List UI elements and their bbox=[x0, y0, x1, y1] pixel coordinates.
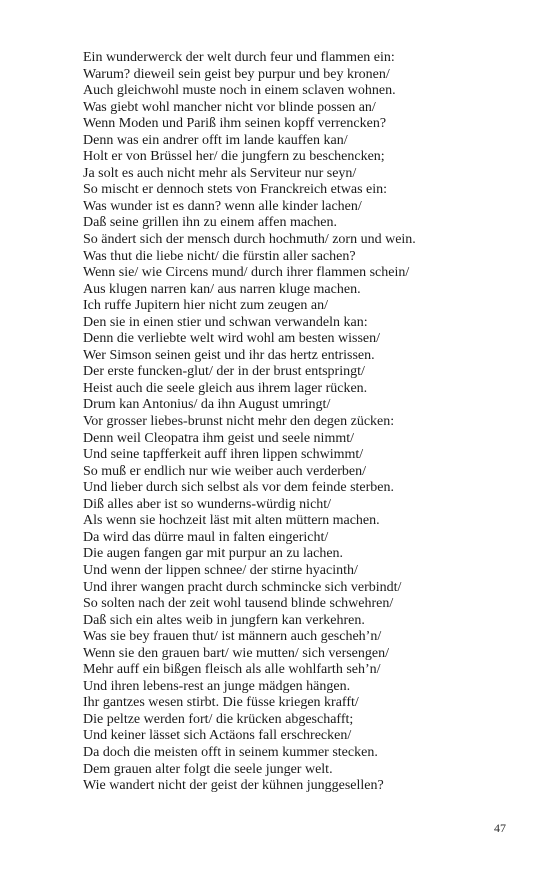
poem-line: Die augen fangen gar mit purpur an zu lachen. bbox=[83, 546, 344, 562]
poem-line: Und lieber durch sich selbst als vor dem feinde sterben. bbox=[83, 480, 395, 496]
poem-line: So mischt er dennoch stets von Franckreich etwas ein: bbox=[83, 182, 388, 198]
poem-line: So solten nach der zeit wohl tausend blinde schwehren/ bbox=[83, 596, 394, 612]
poem-line: Als wenn sie hochzeit läst mit alten müttern machen. bbox=[83, 513, 380, 529]
poem-line: Was thut die liebe nicht/ die fürstin aller sachen? bbox=[83, 248, 356, 264]
poem-line: Dem grauen alter folgt die seele junger welt. bbox=[83, 761, 333, 777]
poem-line: Der erste funcken-glut/ der in der brust entspringt/ bbox=[83, 364, 365, 380]
poem-line: So ändert sich der mensch durch hochmuth/ zorn und wein. bbox=[83, 232, 416, 248]
poem-line: Holt er von Brüssel her/ die jungfern zu beschencken; bbox=[83, 149, 385, 165]
poem-line: Und seine tapfferkeit auff ihren lippen schwimmt/ bbox=[83, 447, 364, 463]
poem-line: Und keiner lässet sich Actäons fall erschrecken/ bbox=[83, 728, 352, 744]
poem-line: Wie wandert nicht der geist der kühnen junggesellen? bbox=[83, 778, 384, 794]
poem-line: Wenn Moden und Pariß ihm seinen kopff verrencken? bbox=[83, 116, 387, 132]
poem-line: Da doch die meisten offt in seinem kummer stecken. bbox=[83, 744, 378, 760]
poem-line: Denn die verliebte welt wird wohl am besten wissen/ bbox=[83, 331, 381, 347]
poem-line: Ein wunderwerck der welt durch feur und flammen ein: bbox=[83, 50, 395, 65]
poem-line: Aus klugen narren kan/ aus narren kluge machen. bbox=[83, 281, 361, 297]
poem-line: Wer Simson seinen geist und ihr das hertz entrissen. bbox=[83, 347, 375, 363]
poem-line: So muß er endlich nur wie weiber auch verderben/ bbox=[83, 463, 367, 479]
poem-line: Was wunder ist es dann? wenn alle kinder lachen/ bbox=[83, 198, 362, 214]
poem-line: Den sie in einen stier und schwan verwandeln kan: bbox=[83, 314, 368, 330]
poem-line: Denn weil Cleopatra ihm geist und seele nimmt/ bbox=[83, 430, 354, 446]
poem-line: Die peltze werden fort/ die krücken abgeschafft; bbox=[83, 711, 354, 727]
poem-text-block bbox=[83, 50, 503, 795]
poem-line: Auch gleichwohl muste noch in einem sclaven wohnen. bbox=[83, 83, 396, 99]
poem-line: Und wenn der lippen schnee/ der stirne hyacinth/ bbox=[83, 562, 358, 578]
poem-line: Ihr gantzes wesen stirbt. Die füsse kriegen krafft/ bbox=[83, 695, 359, 711]
poem-line: Was sie bey frauen thut/ ist männern auch gescheh’n/ bbox=[83, 629, 382, 645]
poem-line: Denn was ein andrer offt im lande kauffen kan/ bbox=[83, 132, 348, 148]
poem-line: Was giebt wohl mancher nicht vor blinde possen an/ bbox=[83, 99, 376, 115]
poem-line: Diß alles aber ist so wunderns-würdig nicht/ bbox=[83, 496, 332, 512]
poem-line: Und ihren lebens-rest an junge mädgen hängen. bbox=[83, 678, 351, 694]
page-number: 47 bbox=[494, 821, 506, 835]
poem-line: Warum? dieweil sein geist bey purpur und bey kronen/ bbox=[83, 66, 390, 82]
poem-line: Wenn sie/ wie Circens mund/ durch ihrer flammen schein/ bbox=[83, 265, 410, 281]
poem-line: Daß sich ein altes weib in jungfern kan verkehren. bbox=[83, 612, 365, 628]
poem-line: Ich ruffe Jupitern hier nicht zum zeugen an/ bbox=[83, 298, 329, 314]
poem-line: Mehr auff ein bißgen fleisch als alle wohlfarth seh’n/ bbox=[83, 662, 381, 678]
poem-line: Da wird das dürre maul in falten eingericht/ bbox=[83, 529, 329, 545]
poem-line: Vor grosser liebes-brunst nicht mehr den degen zücken: bbox=[83, 414, 395, 430]
poem-line: Drum kan Antonius/ da ihn August umringt/ bbox=[83, 397, 331, 413]
poem-line: Daß seine grillen ihn zu einem affen machen. bbox=[83, 215, 337, 231]
poem-line: Und ihrer wangen pracht durch schmincke sich verbindt/ bbox=[83, 579, 402, 595]
poem-line: Ja solt es auch nicht mehr als Serviteur nur seyn/ bbox=[83, 165, 357, 181]
poem-line: Heist auch die seele gleich aus ihrem lager rücken. bbox=[83, 380, 368, 396]
poem-line: Wenn sie den grauen bart/ wie mutten/ sich versengen/ bbox=[83, 645, 389, 661]
